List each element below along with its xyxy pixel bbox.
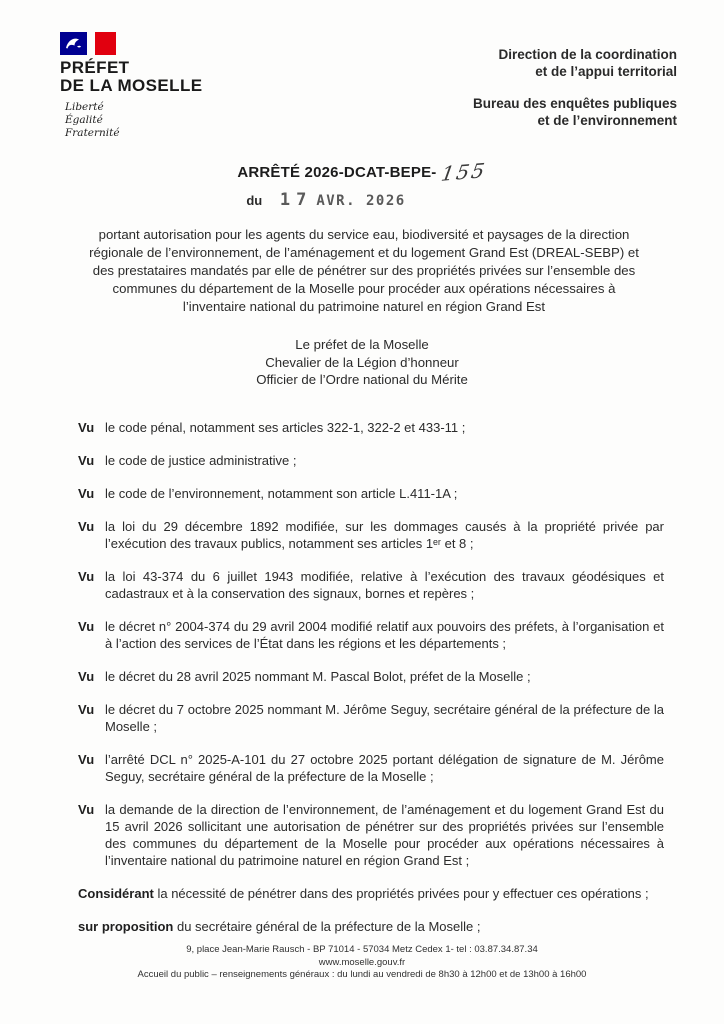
vu-clause	[78, 485, 664, 502]
vu-text: la loi du 29 décembre 1892 modifiée, sur les dommages causés à la propriété privée par l’exécution des travaux publics, notamment ses articles 1ᵉʳ et 8 ;	[105, 519, 664, 551]
considerant-clause	[78, 885, 664, 902]
footer-address: 9, place Jean-Marie Rausch - BP 71014 - 57034 Metz Cedex 1- tel : 03.87.34.87.34	[186, 944, 538, 955]
prefecture-name-line1: PRÉFET	[60, 58, 130, 77]
vu-label: Vu	[78, 486, 95, 501]
document-footer	[0, 944, 724, 982]
direction-line2: et de l’appui territorial	[535, 64, 677, 79]
french-flag-icon	[60, 32, 116, 55]
decree-date-line	[0, 192, 688, 210]
vu-clause	[78, 568, 664, 602]
flag-white-band	[87, 32, 95, 55]
vu-label: Vu	[78, 420, 95, 435]
flag-red-band	[95, 32, 116, 55]
flag-blue-band	[60, 32, 87, 55]
vu-label: Vu	[78, 802, 95, 817]
issuing-service	[473, 32, 677, 144]
prefecture-logo	[60, 32, 290, 144]
vu-text: le code de justice administrative ;	[105, 453, 297, 468]
vu-text: la demande de la direction de l’environnement, de l’aménagement et du logement Grand Est du 15 avril 2026 sollicitant une autorisation de pénétrer sur des propriétés privées sur l’ensemble des communes du département de la Moselle pour procéder aux opérations nécessaires à l’inventaire national du patrimoine naturel en région Grand Est ;	[105, 802, 664, 868]
direction-line1: Direction de la coordination	[498, 47, 677, 62]
vu-label: Vu	[78, 669, 95, 684]
proposition-label: sur proposition	[78, 919, 174, 934]
vu-text: le code pénal, notamment ses articles 322-1, 322-2 et 433-11 ;	[105, 420, 466, 435]
decree-subject: portant autorisation pour les agents du service eau, biodiversité et paysages de la direction régionale de l’environnement, de l’aménagement et du logement Grand Est (DREAL-SEBP) et des prestataires mandatés par elle de pénétrer sur des propriétés privées sur l’ensemble des communes du département de la Moselle pour procéder aux opérations nécessaires à l’inventaire national du patrimoine naturel en région Grand Est	[89, 227, 639, 314]
document-header	[60, 32, 677, 144]
signing-authority	[0, 336, 724, 389]
vu-text: la loi 43-374 du 6 juillet 1943 modifiée, relative à l’exécution des travaux géodésiques et cadastraux et à la conservation des signaux, bornes et repères ;	[105, 569, 664, 601]
bureau-name	[473, 95, 677, 129]
prefecture-name-line2: DE LA MOSELLE	[60, 76, 203, 95]
decree-reference	[0, 158, 724, 186]
date-stamp-month-year: AVR. 2026	[316, 193, 406, 209]
vu-clause	[78, 618, 664, 652]
vu-text: le code de l’environnement, notamment son article L.411-1A ;	[105, 486, 458, 501]
vu-clause	[78, 518, 664, 552]
handwritten-decree-number: 155	[439, 158, 489, 186]
vu-clause	[78, 452, 664, 469]
vu-text: l’arrêté DCL n° 2025-A-101 du 27 octobre 2025 portant délégation de signature de M. Jérôme Seguy, secrétaire général de la préfecture de la Moselle ;	[105, 752, 664, 784]
vu-label: Vu	[78, 453, 95, 468]
date-stamp-day: 17	[279, 190, 313, 210]
vu-clause	[78, 668, 664, 685]
proposition-text: du secrétaire général de la préfecture de la Moselle ;	[176, 919, 481, 934]
decree-reference-text: ARRÊTÉ 2026-DCAT-BEPE-	[237, 164, 437, 181]
vu-text: le décret du 7 octobre 2025 nommant M. Jérôme Seguy, secrétaire général de la préfecture de la Moselle ;	[105, 702, 664, 734]
considerant-label: Considérant	[78, 886, 154, 901]
du-label: du	[246, 193, 263, 208]
vu-clause	[78, 701, 664, 735]
direction-name	[473, 46, 677, 80]
bureau-line2: et de l’environnement	[537, 113, 677, 128]
vu-clause	[78, 419, 664, 436]
motto-egalite: Égalité	[65, 114, 103, 126]
vu-label: Vu	[78, 752, 95, 767]
footer-opening-hours: Accueil du public – renseignements généraux : du lundi au vendredi de 8h30 à 12h00 et de 13h00 à 16h00	[137, 969, 587, 980]
proposition-clause	[78, 918, 664, 935]
decree-title-block	[0, 158, 724, 210]
marianne-icon	[60, 32, 87, 55]
republic-motto	[65, 101, 290, 140]
motto-fraternite: Fraternité	[65, 127, 120, 139]
vu-clause	[78, 801, 664, 869]
vu-label: Vu	[78, 569, 95, 584]
vu-text: le décret du 28 avril 2025 nommant M. Pascal Bolot, préfet de la Moselle ;	[105, 669, 531, 684]
footer-website: www.moselle.gouv.fr	[318, 956, 406, 968]
considerant-text: la nécessité de pénétrer dans des propriétés privées pour y effectuer ces opérations ;	[157, 886, 649, 901]
date-stamp	[280, 192, 406, 210]
legal-clauses	[78, 419, 664, 951]
authority-line1: Le préfet de la Moselle	[295, 337, 429, 352]
vu-label: Vu	[78, 702, 95, 717]
bureau-line1: Bureau des enquêtes publiques	[472, 96, 677, 111]
vu-label: Vu	[78, 619, 95, 634]
authority-line2: Chevalier de la Légion d’honneur	[265, 354, 459, 370]
authority-line3: Officier de l’Ordre national du Mérite	[256, 372, 468, 387]
vu-clause	[78, 751, 664, 785]
motto-liberte: Liberté	[65, 101, 104, 113]
vu-label: Vu	[78, 519, 95, 534]
vu-text: le décret n° 2004-374 du 29 avril 2004 modifié relatif aux pouvoirs des préfets, à l’organisation et à l’action des services de l’État dans les régions et les départements ;	[105, 619, 664, 651]
